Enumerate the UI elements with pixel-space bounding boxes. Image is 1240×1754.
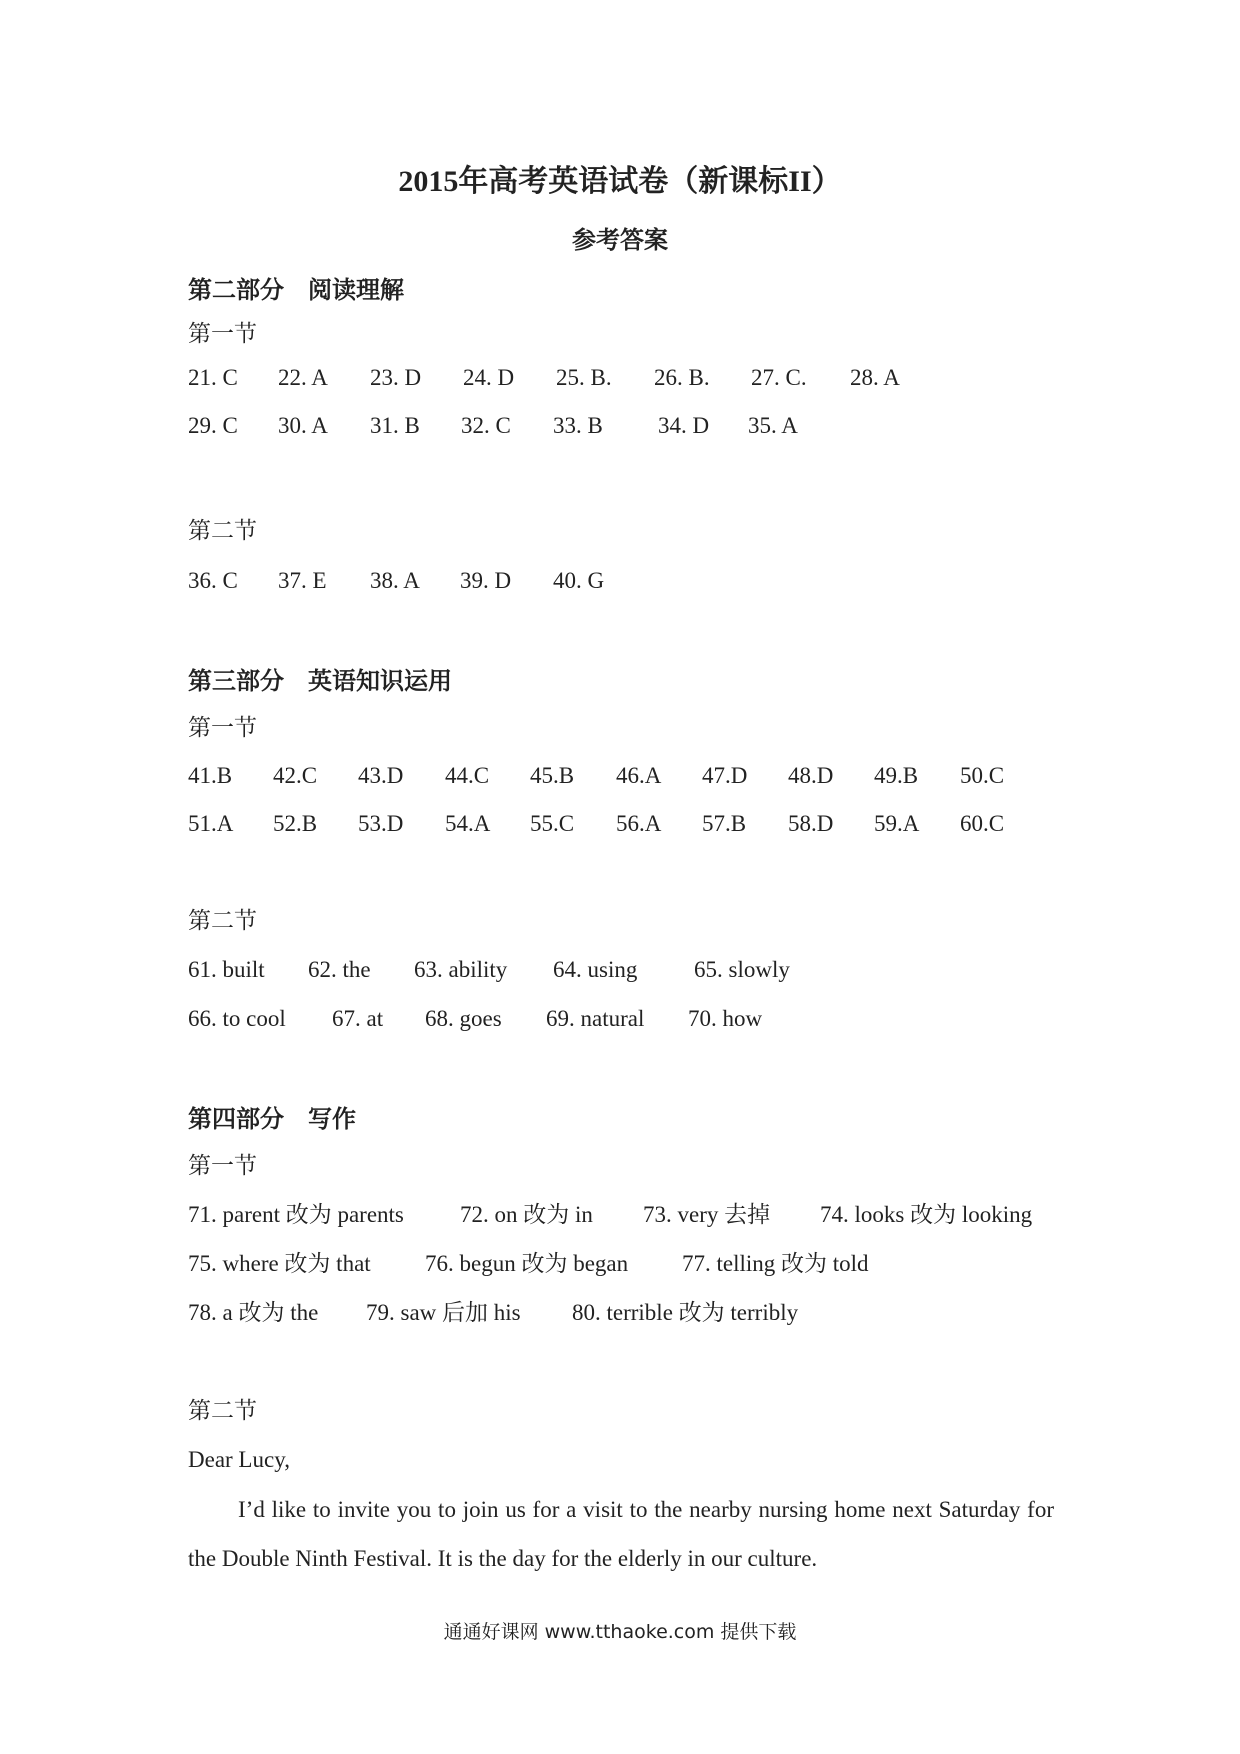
answer-item: 55.C bbox=[530, 811, 575, 836]
answer-item: 45.B bbox=[530, 763, 575, 788]
answer-item: 44.C bbox=[445, 763, 490, 788]
part4-heading-num: 第四部分 bbox=[188, 1107, 284, 1133]
answer-item: 52.B bbox=[273, 811, 318, 836]
answer-item: 28. A bbox=[850, 365, 900, 390]
answer-item: 46.A bbox=[616, 763, 662, 788]
answer-item: 37. E bbox=[278, 568, 327, 593]
answer-item: 63. ability bbox=[414, 957, 508, 982]
answer-item: 40. G bbox=[553, 568, 605, 593]
answer-item: 56.A bbox=[616, 811, 662, 836]
answer-item: 57.B bbox=[702, 811, 747, 836]
part2-sec2-label: 第二节 bbox=[188, 518, 257, 543]
answer-item: 72. on 改为 in bbox=[460, 1202, 593, 1227]
answer-item: 54.A bbox=[445, 811, 491, 836]
answer-item: 41.B bbox=[188, 763, 233, 788]
part2-heading-name: 阅读理解 bbox=[308, 278, 404, 304]
answer-item: 70. how bbox=[688, 1006, 763, 1031]
answer-item: 38. A bbox=[370, 568, 420, 593]
answer-item: 62. the bbox=[308, 957, 371, 982]
answer-item: 33. B bbox=[553, 413, 603, 438]
answer-item: 32. C bbox=[461, 413, 511, 438]
answer-item: 65. slowly bbox=[694, 957, 790, 982]
answer-item: 48.D bbox=[788, 763, 834, 788]
answer-item: 27. C. bbox=[751, 365, 807, 390]
part2-sec1-label: 第一节 bbox=[188, 321, 257, 346]
answer-item: 50.C bbox=[960, 763, 1005, 788]
answer-item: 66. to cool bbox=[188, 1006, 286, 1031]
answer-item: 74. looks 改为 looking bbox=[820, 1202, 1033, 1227]
part3-heading-name: 英语知识运用 bbox=[308, 669, 452, 695]
answer-item: 25. B. bbox=[556, 365, 612, 390]
answer-item: 75. where 改为 that bbox=[188, 1251, 371, 1276]
answer-item: 42.C bbox=[273, 763, 318, 788]
answer-item: 67. at bbox=[332, 1006, 384, 1031]
answer-item: 59.A bbox=[874, 811, 920, 836]
answer-item: 79. saw 后加 his bbox=[366, 1300, 521, 1325]
answer-item: 73. very 去掉 bbox=[643, 1202, 771, 1227]
part4-heading-name: 写作 bbox=[308, 1107, 356, 1133]
answer-item: 35. A bbox=[748, 413, 798, 438]
answer-item: 21. C bbox=[188, 365, 238, 390]
answer-item: 80. terrible 改为 terribly bbox=[572, 1300, 799, 1325]
answer-item: 39. D bbox=[460, 568, 512, 593]
page-title: 2015年高考英语试卷（新课标II） bbox=[398, 165, 842, 198]
answer-item: 53.D bbox=[358, 811, 404, 836]
answer-item: 58.D bbox=[788, 811, 834, 836]
answer-item: 24. D bbox=[463, 365, 515, 390]
part4-heading bbox=[188, 1103, 356, 1137]
part3-sec1-label: 第一节 bbox=[188, 715, 257, 740]
answer-item: 68. goes bbox=[425, 1006, 502, 1031]
answer-item: 26. B. bbox=[654, 365, 710, 390]
part4-sec2-label: 第二节 bbox=[188, 1398, 257, 1423]
letter-greeting: Dear Lucy, bbox=[188, 1447, 290, 1472]
answer-item: 29. C bbox=[188, 413, 238, 438]
part3-sec2-label: 第二节 bbox=[188, 908, 257, 933]
answer-item: 34. D bbox=[658, 413, 710, 438]
page-subtitle: 参考答案 bbox=[572, 228, 668, 254]
page-footer: 通通好课网 www.tthaoke.com 提供下载 bbox=[443, 1621, 797, 1643]
answer-item: 47.D bbox=[702, 763, 748, 788]
answer-item: 71. parent 改为 parents bbox=[188, 1202, 404, 1227]
answer-item: 22. A bbox=[278, 365, 328, 390]
answer-item: 69. natural bbox=[546, 1006, 645, 1031]
answer-item: 30. A bbox=[278, 413, 328, 438]
answer-item: 51.A bbox=[188, 811, 234, 836]
part3-heading bbox=[188, 665, 452, 699]
answer-item: 61. built bbox=[188, 957, 265, 982]
answer-item: 23. D bbox=[370, 365, 422, 390]
answer-item: 77. telling 改为 told bbox=[682, 1251, 869, 1276]
answer-item: 36. C bbox=[188, 568, 238, 593]
answer-item: 76. begun 改为 began bbox=[425, 1251, 629, 1276]
answer-item: 64. using bbox=[553, 957, 638, 982]
answer-item: 43.D bbox=[358, 763, 404, 788]
part4-sec1-label: 第一节 bbox=[188, 1153, 257, 1178]
part3-heading-num: 第三部分 bbox=[188, 669, 284, 695]
answer-item: 60.C bbox=[960, 811, 1005, 836]
answer-item: 78. a 改为 the bbox=[188, 1300, 319, 1325]
part2-heading bbox=[188, 274, 404, 308]
answer-item: 49.B bbox=[874, 763, 919, 788]
part2-heading-num: 第二部分 bbox=[188, 278, 284, 304]
letter-paragraph: I’d like to invite you to join us for a visit to the nearby nursing home next Saturday for the Double Ninth Festival. It is the day for the elderly in our culture. bbox=[188, 1497, 1054, 1571]
answer-item: 31. B bbox=[370, 413, 420, 438]
